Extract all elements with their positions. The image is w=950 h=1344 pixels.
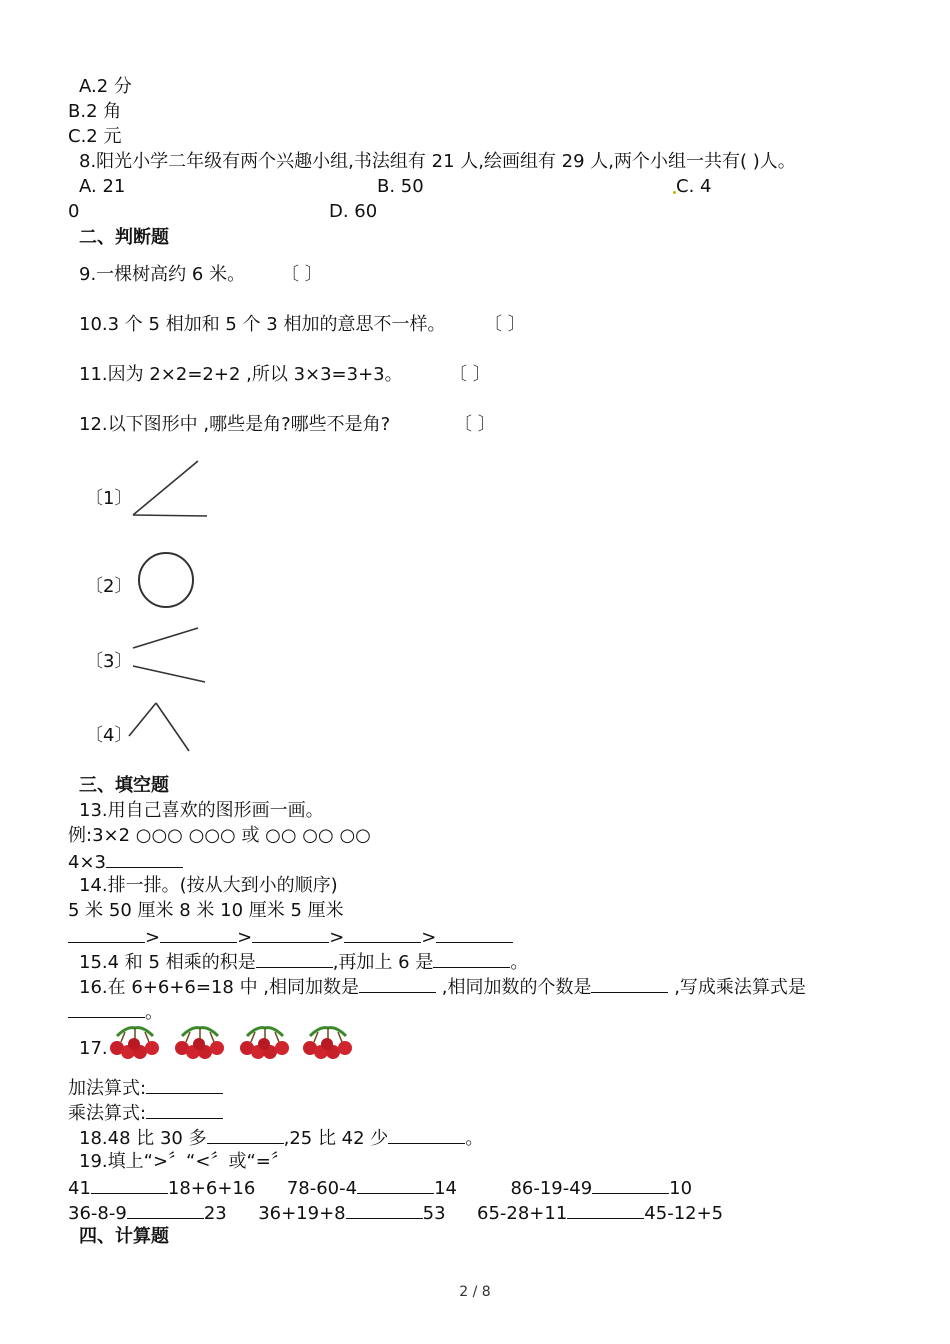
q15-text: 15.4 和 5 相乘的积是 ,再加上 6 是 。 [79, 952, 529, 973]
q16-blank-2[interactable] [591, 975, 668, 993]
q18-blank-2[interactable] [388, 1126, 465, 1144]
q14-text: 14.排一排。(按从大到小的顺序) [79, 875, 338, 896]
q19-row-2: 36-8-9 23 36+19+8 53 65-28+11 45-12+5 [68, 1203, 724, 1224]
q19-blank-1[interactable] [91, 1176, 168, 1194]
cherry-bunch-icon [107, 1022, 163, 1062]
q17-addition: 加法算式: [68, 1076, 223, 1100]
q19-blank-2[interactable] [357, 1176, 434, 1194]
q7-option-c: C.2 元 [68, 126, 122, 147]
q13-text: 13.用自己喜欢的图形画一画。 [79, 800, 324, 821]
q19-blank-5[interactable] [346, 1201, 423, 1219]
q7-option-b: B.2 角 [68, 101, 122, 122]
q14-blank-2[interactable] [160, 925, 237, 943]
q14-blank-3[interactable] [252, 925, 329, 943]
q11-answer-bracket[interactable]: 〔 〕 [449, 364, 491, 385]
q8-option-c-wrap: 0 [68, 201, 80, 222]
q14-items: 5 米 50 厘米 8 米 10 厘米 5 厘米 [68, 900, 344, 921]
figure-1-label: 〔1〕 [85, 488, 133, 509]
figure-2-label: 〔2〕 [85, 576, 133, 597]
q12-answer-bracket[interactable]: 〔 〕 [454, 414, 496, 435]
q16-wrap: 。 [68, 1000, 163, 1024]
q17-multiplication: 乘法算式: [68, 1101, 223, 1125]
q7-option-a: A.2 分 [79, 76, 132, 97]
q19-blank-4[interactable] [127, 1201, 204, 1219]
section-title-judgment: 二、判断题 [79, 227, 169, 248]
q8-option-b: B. 50 [377, 176, 424, 197]
page-number: 2 / 8 [459, 1284, 491, 1300]
q19-blank-6[interactable] [567, 1201, 644, 1219]
q19-text: 19.填上“>〞“<〞或“=〞 [79, 1151, 289, 1172]
cherry-bunch-icon [237, 1022, 293, 1062]
q8-option-a: A. 21 [79, 176, 126, 197]
q14-blank-1[interactable] [68, 925, 145, 943]
q13-blank[interactable] [106, 850, 183, 868]
q12-text: 12.以下图形中 ,哪些是角?哪些不是角? [79, 414, 391, 435]
q18-blank-1[interactable] [207, 1126, 284, 1144]
cherry-bunch-icon [300, 1022, 356, 1062]
section-title-calculation: 四、计算题 [79, 1226, 169, 1247]
q19-blank-3[interactable] [592, 1176, 669, 1194]
q18-text: 18.48 比 30 多 ,25 比 42 少 。 [79, 1128, 484, 1149]
q13-task: 4×3 [68, 850, 183, 874]
q8-option-c: C. 4 [673, 176, 711, 198]
q17-addition-blank[interactable] [146, 1076, 223, 1094]
q13-example: 例:3×2 ○○○ ○○○ 或 ○○ ○○ ○○ [68, 825, 371, 846]
q9-answer-bracket[interactable]: 〔 〕 [281, 264, 323, 285]
figure-4-label: 〔4〕 [85, 725, 133, 746]
figure-3-label: 〔3〕 [85, 651, 133, 672]
q15-blank-1[interactable] [256, 950, 333, 968]
q17-multiplication-blank[interactable] [146, 1101, 223, 1119]
q10-text: 10.3 个 5 相加和 5 个 3 相加的意思不一样。 [79, 314, 446, 335]
q16-blank-3[interactable] [68, 1000, 145, 1018]
q8-stem: 8.阳光小学二年级有两个兴趣小组,书法组有 21 人,绘画组有 29 人,两个小组一共有( )人。 [79, 151, 796, 172]
q14-blank-4[interactable] [344, 925, 421, 943]
q16-text: 16.在 6+6+6=18 中 ,相同加数是 ,相同加数的个数是 ,写成乘法算式是 [79, 977, 806, 998]
q14-blank-5[interactable] [436, 925, 513, 943]
section-title-fill-blank: 三、填空题 [79, 775, 169, 796]
q16-blank-1[interactable] [359, 975, 436, 993]
q17-number: 17. [79, 1038, 108, 1059]
q14-order-row: > > > > [68, 925, 513, 949]
q15-blank-2[interactable] [433, 950, 510, 968]
q11-text: 11.因为 2×2=2+2 ,所以 3×3=3+3。 [79, 364, 403, 385]
q9-text: 9.一棵树高约 6 米。 [79, 264, 246, 285]
cherry-bunch-icon [172, 1022, 228, 1062]
q10-answer-bracket[interactable]: 〔 〕 [484, 314, 526, 335]
q19-row-1: 41 18+6+16 78-60-4 14 86-19-49 10 [68, 1178, 693, 1199]
q8-option-d: D. 60 [329, 201, 378, 222]
